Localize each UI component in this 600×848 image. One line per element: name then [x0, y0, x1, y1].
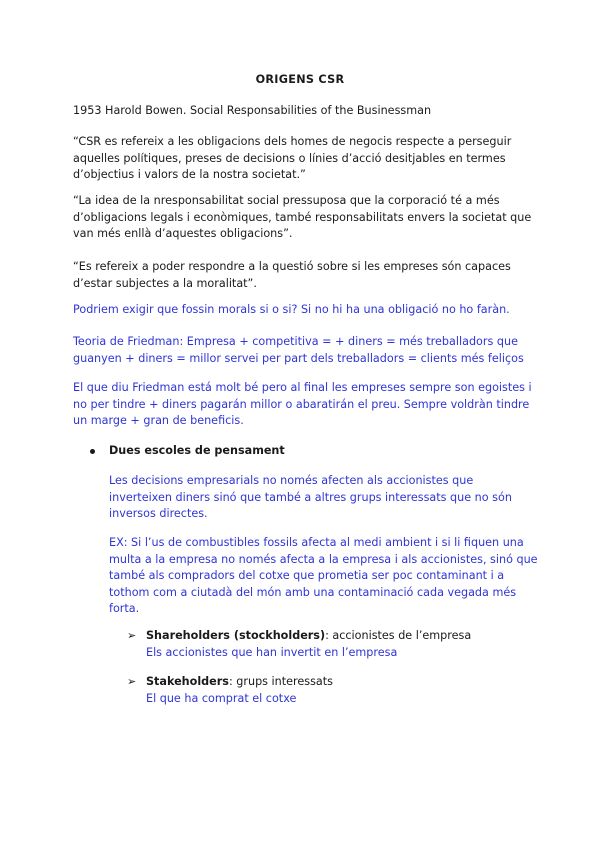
note-2: Teoria de Friedman: Empresa + competitiva = + diners = més treballadors que guanyen + diners = millor servei per part dels treballadors = clients més feliços	[73, 335, 524, 365]
bullet-note-2: EX: Si l’us de combustibles fossils afecta al medi ambient i si li fiquen una multa a la empresa no només afecta a la empresa i als accionistes, sinó que també als compradors del cotxe que prometia ser poc contaminant i a tothom com a ciutadà del món amb una contaminació cada vegada més forta.	[109, 536, 538, 615]
arrow-bullet-icon: ➢	[127, 675, 137, 688]
note-3: El que diu Friedman está molt bé pero al final les empreses sempre son egoistes i no per tindre + diners pagarán millor o abaratirán el preu. Sempre voldràn tindre un marge + gran de beneficis.	[73, 381, 532, 427]
stakeholders-note: El que ha comprat el cotxe	[146, 691, 297, 705]
intro-line: 1953 Harold Bowen. Social Responsabilities of the Businessman	[73, 104, 432, 117]
note-1: Podriem exigir que fossin morals si o si? Si no hi ha una obligació no ho faràn.	[73, 303, 510, 316]
shareholders-definition: : accionistes de l’empresa	[325, 629, 472, 642]
bullet-note-1: Les decisions empresarials no només afecten als accionistes que inverteixen diners sinó que també a altres grups interessats que no són inversos directes.	[109, 474, 512, 520]
quote-1: “CSR es refereix a les obligacions dels homes de negocis respecte a perseguir aquelles polítiques, preses de decisions o línies d’acció desitjables en termes d’objectius i valors de la nostra societat.”	[73, 135, 512, 181]
bullet-dot-icon	[90, 449, 95, 454]
arrow-bullet-icon: ➢	[127, 629, 137, 642]
shareholders-term: Shareholders (stockholders)	[146, 629, 326, 642]
quote-2: “La idea de la nresponsabilitat social pressuposa que la corporació té a més d’obligacions legals i econòmiques, també responsabilitats envers la societat que van més enllà d’aquestes obligacions”.	[73, 194, 532, 240]
page-title: ORIGENS CSR	[255, 73, 345, 86]
stakeholders-definition: : grups interessats	[228, 675, 333, 688]
quote-3: “Es refereix a poder respondre a la questió sobre si les empreses són capaces d’estar subjectes a la moralitat”.	[73, 260, 511, 290]
stakeholders-term: Stakeholders	[146, 675, 229, 688]
bullet-heading: Dues escoles de pensament	[109, 444, 285, 457]
shareholders-note: Els accionistes que han invertit en l’empresa	[146, 645, 398, 659]
